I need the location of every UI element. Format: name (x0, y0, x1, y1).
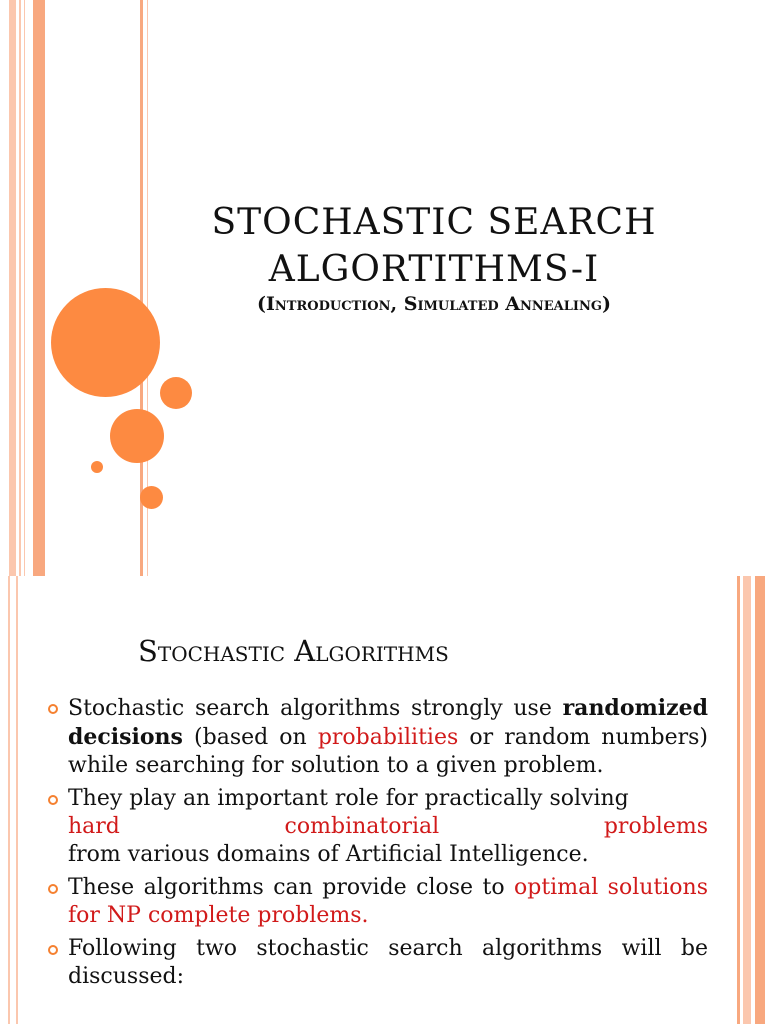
decorative-circle (160, 377, 192, 409)
stripe (24, 0, 25, 576)
bullet-icon (48, 884, 58, 894)
highlight-text: hard combinatorial problems (68, 814, 708, 839)
bullet-icon (48, 704, 58, 714)
bullet-icon (48, 795, 58, 805)
slide-title (150, 199, 718, 293)
stripe (743, 576, 751, 1024)
stripe (737, 576, 740, 1024)
decorative-circle (110, 409, 164, 463)
stripe (33, 0, 45, 576)
decorative-circle (91, 461, 103, 473)
highlight-text: probabilities (317, 725, 459, 750)
list-item: Following two stochastic search algorithms will be discussed: (44, 935, 708, 991)
title-line-1: STOCHASTIC SEARCH (211, 202, 657, 243)
decorative-circle (51, 288, 160, 397)
stripe (9, 0, 16, 576)
list-item: Stochastic search algorithms strongly use randomized decisions (based on probabilities or random numbers) while searching for solution to a given problem. (44, 694, 708, 780)
bullet-list (44, 694, 708, 996)
slide-heading: Stochastic Algorithms (138, 634, 449, 668)
stripe (19, 0, 21, 576)
list-item: They play an important role for practically solving hard combinatorial problems from various domains of Artificial Intelligence. (44, 785, 708, 869)
highlight-text: optimal solutions for NP complete problems. (68, 875, 708, 928)
stripe (755, 576, 765, 1024)
slide-subtitle: (Introduction, Simulated Annealing) (257, 293, 611, 315)
stripe (16, 576, 18, 1024)
list-item: These algorithms can provide close to optimal solutions for NP complete problems. (44, 874, 708, 930)
stripe (8, 576, 10, 1024)
decorative-circle (140, 486, 163, 509)
title-line-2: ALGORTITHMS-I (268, 249, 600, 290)
bold-term: randomized decisions (68, 695, 708, 750)
bullet-icon (48, 945, 58, 955)
